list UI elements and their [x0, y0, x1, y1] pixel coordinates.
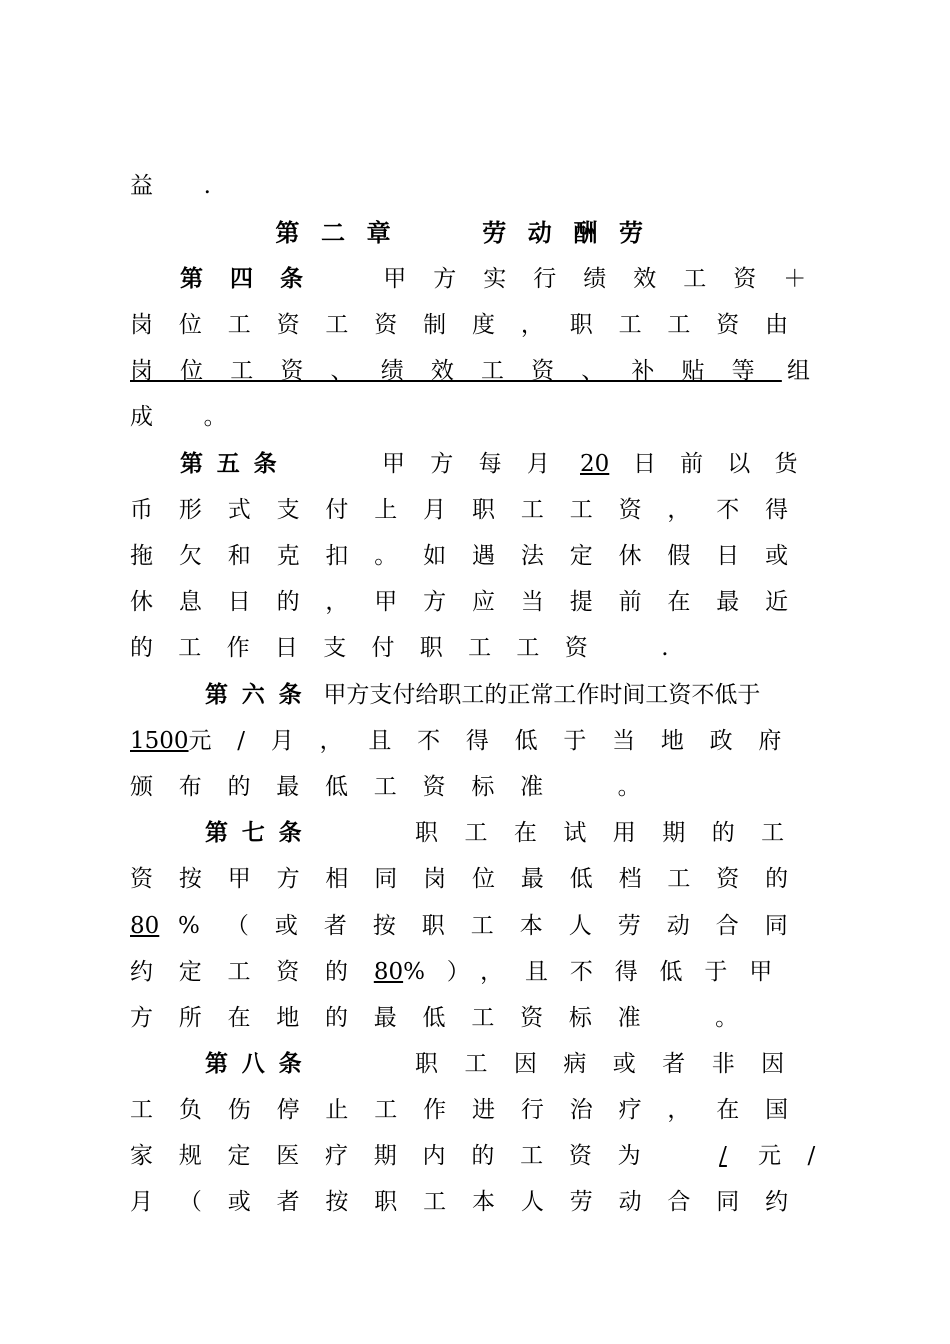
- article-7-label: 第七条: [205, 819, 316, 846]
- text: 币形式支付上月职工工资，不得: [130, 497, 810, 523]
- minimum-wage-amount: 1500: [130, 728, 189, 754]
- article-4-label: 第四条: [180, 265, 330, 292]
- article-6-text: 甲方支付给职工的正常工作时间工资不低于: [323, 682, 761, 708]
- article-6-heading-line: [205, 675, 835, 715]
- chapter-number: 第二章: [275, 218, 413, 247]
- article-8-line-3: [130, 1136, 842, 1176]
- article-7-line-4: [130, 952, 810, 992]
- article-6-line-3: [130, 767, 810, 807]
- line-1: [130, 166, 810, 206]
- text: 益 .: [130, 173, 225, 199]
- article-5-heading-line: [180, 444, 822, 484]
- text: 工负伤停止工作进行治疗，在国: [130, 1097, 810, 1123]
- underlined-text: 岗位工资、绩效工资、补贴等: [130, 358, 782, 384]
- article-4-line-3: [130, 351, 810, 391]
- article-8-line-4: [130, 1182, 810, 1222]
- text: 约定工资的: [130, 959, 374, 985]
- probation-percent: 80: [130, 913, 160, 939]
- text: 甲方每月: [382, 451, 576, 477]
- article-8-line-2: [130, 1090, 810, 1130]
- text: 日前以货: [633, 451, 822, 477]
- text: %），且不得低于甲: [403, 959, 795, 985]
- article-4-text: 甲方实行绩效工资＋: [370, 266, 820, 292]
- article-4-line-4: [130, 397, 810, 437]
- text: 家规定医疗期内的工资为: [130, 1143, 667, 1169]
- text: 拖欠和克扣。如遇法定休假日或: [130, 543, 810, 569]
- text: 月（或者按职工本人劳动合同约: [130, 1189, 810, 1215]
- text: 成 。: [130, 404, 241, 430]
- article-7-line-5: [130, 998, 810, 1038]
- chapter-heading: [130, 213, 810, 253]
- text: 元/月，且不得低于当地政府: [188, 728, 808, 754]
- text: 岗位工资工资制度，职工工资由: [130, 312, 810, 338]
- text: 组: [787, 358, 810, 384]
- text: 的工作日支付职工工资 .: [130, 635, 694, 661]
- text: 休息日的，甲方应当提前在最近: [130, 589, 810, 615]
- article-7-line-2: [130, 859, 810, 899]
- article-6-label: 第六条: [205, 681, 316, 708]
- text: %（或者按职工本人劳动合同: [178, 913, 814, 939]
- chapter-title: 劳动酬劳: [482, 218, 665, 247]
- article-5-line-3: [130, 536, 810, 576]
- text: 方所在地的最低工资标准 。: [130, 1005, 764, 1031]
- text: 资按甲方相同岗位最低档工资的: [130, 866, 810, 892]
- article-6-line-2: [130, 721, 810, 761]
- article-4-line-2: [130, 305, 810, 345]
- contract-percent: 80: [373, 959, 404, 985]
- article-5-line-4: [130, 582, 810, 622]
- article-5-line-2: [130, 490, 810, 530]
- pay-day: 20: [580, 451, 610, 477]
- article-5-label: 第五条: [180, 450, 291, 477]
- text: 元/: [758, 1143, 842, 1169]
- article-8-label: 第八条: [205, 1050, 316, 1077]
- article-7-heading-line: [205, 813, 810, 853]
- article-8-heading-line: [205, 1044, 810, 1084]
- article-4-heading-line: [180, 259, 820, 299]
- article-5-line-5: [130, 628, 810, 668]
- article-7-line-3: [130, 906, 814, 946]
- article-8-text: 职工因病或者非因: [415, 1051, 811, 1077]
- sick-pay-blank: /: [719, 1143, 727, 1169]
- text: 颁布的最低工资标准 。: [130, 774, 667, 800]
- article-7-text: 职工在试用期的工: [415, 820, 811, 846]
